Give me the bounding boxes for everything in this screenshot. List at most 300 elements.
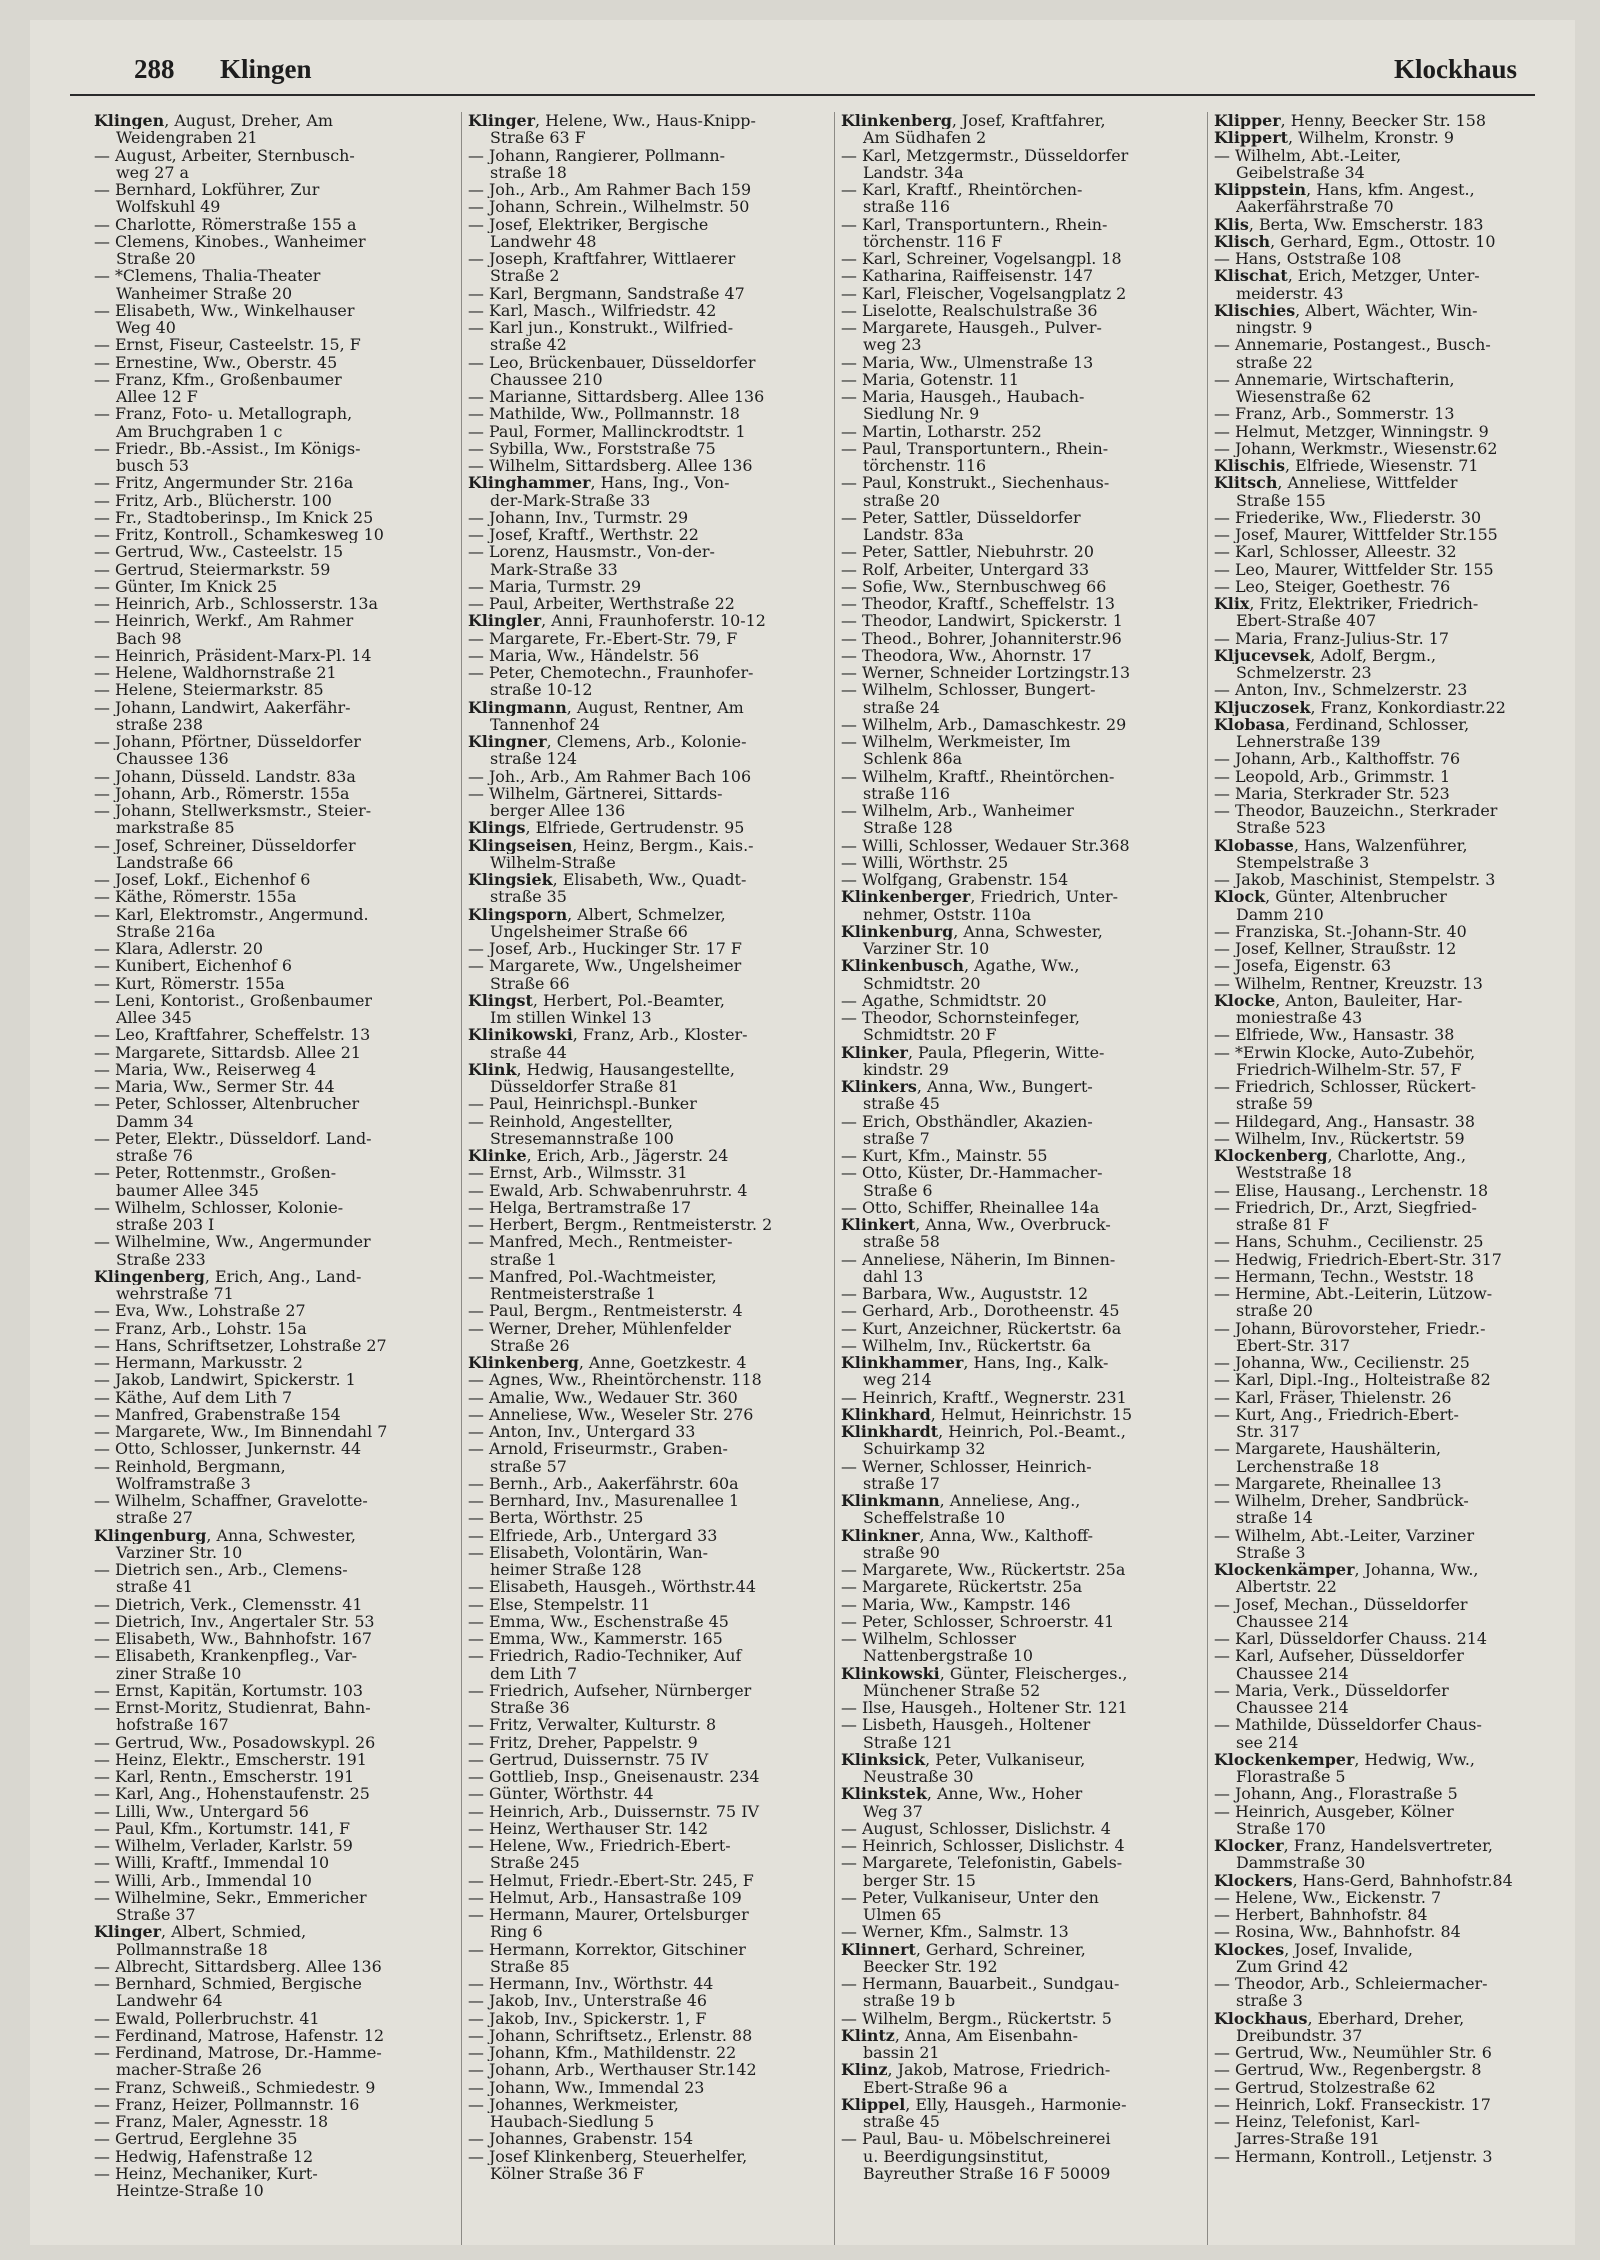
entry-continuation: straße 42 (490, 336, 567, 354)
directory-entry: — Heinrich, Arb., Duissernstr. 75 IV (468, 1802, 759, 1820)
entry-continuation: straße 19 b (863, 1992, 956, 2010)
directory-entry: — Hildegard, Ang., Hansastr. 38 (1214, 1112, 1475, 1130)
directory-entry: — Elisabeth, Ww., Winkelhauser (94, 301, 355, 319)
directory-entry: — Wilhelm, Schlosser (841, 1630, 1017, 1648)
entry-continuation: straße 76 (116, 1147, 193, 1165)
directory-entry: — Heinrich, Kraftf., Wegnerstr. 231 (841, 1388, 1127, 1406)
entry-continuation: straße 22 (1236, 353, 1313, 371)
directory-entry: — Günter, Wörthstr. 44 (468, 1785, 654, 1803)
directory-entry: — Wilhelm, Werkmeister, Im (841, 733, 1071, 751)
directory-entry: — Fritz, Arb., Blücherstr. 100 (94, 491, 332, 509)
directory-entry: Klinkhardt, Heinrich, Pol.-Beamt., (841, 1423, 1126, 1441)
header-last-entry: Klockhaus (1393, 54, 1517, 84)
directory-entry: — Karl, Aufseher, Düsseldorfer (1214, 1647, 1464, 1665)
directory-entry: — Friedrich, Radio-Techniker, Auf (468, 1647, 742, 1665)
directory-entry: Klocker, Franz, Handelsvertreter, (1214, 1837, 1493, 1855)
directory-entry: Klinkenberg, Anne, Goetzkestr. 4 (468, 1354, 747, 1372)
directory-entry: Klingen, August, Dreher, Am (94, 112, 333, 130)
entry-continuation: Weststraße 18 (1236, 1164, 1352, 1182)
entry-continuation: straße 45 (863, 2113, 940, 2131)
page-number: 288 (134, 54, 175, 84)
entry-continuation: Dreibundstr. 37 (1236, 2026, 1363, 2044)
directory-entry: — Margarete, Ww., Im Binnendahl 7 (94, 1423, 388, 1441)
directory-entry: — Heinz, Werthauser Str. 142 (468, 1819, 709, 1837)
directory-entry: — Hermine, Abt.-Leiterin, Lützow- (1214, 1285, 1493, 1303)
entry-continuation: Landstr. 34a (863, 163, 964, 181)
directory-entry: — Hans, Schriftsetzer, Lohstraße 27 (94, 1336, 387, 1354)
entry-continuation: Wolframstraße 3 (116, 1474, 251, 1492)
entry-continuation: straße 10-12 (490, 681, 593, 699)
directory-entry: — Franz, Kfm., Großenbaumer (94, 370, 342, 388)
directory-entry: — Johannes, Grabenstr. 154 (468, 2130, 694, 2148)
directory-entry: — Heinrich, Lokf. Franseckistr. 17 (1214, 2095, 1491, 2113)
directory-entry: Klock, Günter, Altenbrucher (1214, 888, 1447, 906)
directory-entry: Klingseisen, Heinz, Bergm., Kais.- (468, 836, 754, 854)
entry-continuation: Mark-Straße 33 (490, 560, 618, 578)
directory-entry: — Wilhelmine, Sekr., Emmericher (94, 1888, 367, 1906)
entry-continuation: weg 23 (863, 336, 922, 354)
directory-entry: — Heinz, Mechaniker, Kurt- (94, 2164, 318, 2182)
entry-continuation: straße 3 (1236, 1992, 1303, 2010)
directory-entry: Klinkmann, Anneliese, Ang., (841, 1492, 1081, 1510)
directory-entry: Klinz, Jakob, Matrose, Friedrich- (841, 2061, 1111, 2079)
directory-entry: — Johann, Ang., Florastraße 5 (1214, 1785, 1458, 1803)
directory-entry: — Annemarie, Postangest., Busch- (1214, 336, 1491, 354)
entry-continuation: Schlenk 86a (863, 750, 963, 768)
surname: Klinger (94, 1923, 162, 1941)
entry-continuation: Straße 63 F (490, 129, 586, 147)
entry-continuation: Pollmannstraße 18 (116, 1940, 268, 1958)
entry-continuation: Dammstraße 30 (1236, 1854, 1366, 1872)
directory-entry: — Manfred, Mech., Rentmeister- (468, 1233, 733, 1251)
header-first-entry: Klingen (220, 54, 312, 84)
surname: Klinnert (841, 1940, 916, 1958)
surname: Klingner (468, 733, 547, 751)
directory-entry: Klocke, Anton, Bauleiter, Har- (1214, 991, 1463, 1009)
surname: Klingen (94, 112, 165, 130)
surname: Klink (468, 1060, 517, 1078)
directory-entry: Klinkers, Anna, Ww., Bungert- (841, 1078, 1093, 1096)
surname: Klingsiek (468, 871, 553, 889)
directory-entry: — Josef, Kraftf., Werthstr. 22 (468, 526, 699, 544)
directory-entry: — Ewald, Pollerbruchstr. 41 (94, 2009, 320, 2027)
directory-entry: — Willi, Schlosser, Wedauer Str.368 (841, 836, 1130, 854)
entry-continuation: straße 20 (863, 491, 940, 509)
directory-entry: — Peter, Elektr., Düsseldorf. Land- (94, 1129, 372, 1147)
entry-continuation: straße 7 (863, 1129, 930, 1147)
column-3 (834, 112, 1207, 2245)
directory-entry: — Karl, Elektromstr., Angermund. (94, 905, 369, 923)
entry-continuation: straße 41 (116, 1578, 193, 1596)
directory-entry: — Maria, Ww., Reiserweg 4 (94, 1060, 317, 1078)
entry-continuation: Aakerfährstraße 70 (1236, 198, 1394, 216)
entry-continuation: Ungelsheimer Straße 66 (490, 922, 688, 940)
entry-continuation: Straße 216a (116, 922, 216, 940)
directory-entry: — Karl, Metzgermstr., Düsseldorfer (841, 146, 1129, 164)
directory-entry: — Ilse, Hausgeh., Holtener Str. 121 (841, 1699, 1128, 1717)
entry-continuation: markstraße 85 (116, 819, 235, 837)
directory-entry: — Otto, Küster, Dr.-Hammacher- (841, 1164, 1103, 1182)
directory-entry: — Theodor, Landwirt, Spickerstr. 1 (841, 612, 1123, 630)
directory-entry: — Leni, Kontorist., Großenbaumer (94, 991, 372, 1009)
entry-continuation: Florastraße 5 (1236, 1768, 1346, 1786)
surname: Klingseisen (468, 836, 573, 854)
directory-entry: — Wilhelm, Verlader, Karlstr. 59 (94, 1837, 353, 1855)
surname: Kljucevsek (1214, 646, 1311, 664)
entry-continuation: Allee 345 (116, 1009, 192, 1027)
directory-entry: Klinghammer, Hans, Ing., Von- (468, 474, 730, 492)
directory-entry: — Gerhard, Arb., Dorotheenstr. 45 (841, 1302, 1120, 1320)
directory-entry: — Kurt, Römerstr. 155a (94, 974, 285, 992)
entry-continuation: Straße 2 (490, 267, 560, 285)
directory-entry: Klingler, Anni, Fraunhoferstr. 10-12 (468, 612, 766, 630)
entry-continuation: Varziner Str. 10 (863, 940, 990, 958)
entry-continuation: Allee 12 F (116, 388, 198, 406)
directory-entry: — Jakob, Maschinist, Stempelstr. 3 (1214, 871, 1496, 889)
directory-entry: — Margarete, Hausgeh., Pulver- (841, 319, 1102, 337)
directory-entry: — Leo, Steiger, Goethestr. 76 (1214, 577, 1451, 595)
directory-entry: — Wilhelm, Schaffner, Gravelotte- (94, 1492, 368, 1510)
directory-entry: — Maria, Gotenstr. 11 (841, 370, 1019, 388)
entry-continuation: Lehnerstraße 139 (1236, 733, 1381, 751)
directory-entry: — Joh., Arb., Am Rahmer Bach 159 (468, 181, 752, 199)
directory-entry: — Helmut, Arb., Hansastraße 109 (468, 1888, 742, 1906)
directory-entry: Klockenberg, Charlotte, Ang., (1214, 1147, 1466, 1165)
directory-entry: — Hermann, Inv., Wörthstr. 44 (468, 1975, 714, 1993)
directory-entry: — Theodor, Schornsteinfeger, (841, 1009, 1080, 1027)
directory-entry: — Karl, Transportuntern., Rhein- (841, 215, 1108, 233)
directory-entry: — Peter, Vulkaniseur, Unter den (841, 1888, 1099, 1906)
entry-continuation: Chaussee 214 (1236, 1699, 1349, 1717)
surname: Klintz (841, 2026, 895, 2044)
directory-entry: — Gertrud, Ww., Posadowskypl. 26 (94, 1733, 376, 1751)
directory-entry: Klings, Elfriede, Gertrudenstr. 95 (468, 819, 745, 837)
entry-continuation: Ring 6 (490, 1923, 543, 1941)
directory-entry: — Werner, Dreher, Mühlenfelder (468, 1319, 731, 1337)
directory-entry: Klinnert, Gerhard, Schreiner, (841, 1940, 1086, 1958)
directory-entry: — Wilhelm, Schlosser, Kolonie- (94, 1198, 344, 1216)
directory-entry: — Karl, Fleischer, Vogelsangplatz 2 (841, 284, 1127, 302)
directory-entry: — Johann, Düsseld. Landstr. 83a (94, 767, 356, 785)
surname: Klinkenberg (841, 112, 952, 130)
directory-entry: — Johanna, Ww., Cecilienstr. 25 (1214, 1354, 1470, 1372)
entry-continuation: Jarres-Straße 191 (1236, 2130, 1380, 2148)
surname: Klinghammer (468, 474, 591, 492)
entry-continuation: Chaussee 210 (490, 370, 603, 388)
directory-entry: — Wilhelm, Schlosser, Bungert- (841, 681, 1096, 699)
entry-continuation: Neustraße 30 (863, 1768, 974, 1786)
directory-entry: — Johann, Inv., Turmstr. 29 (468, 508, 689, 526)
surname: Klingenberg (94, 1267, 205, 1285)
directory-entry: — Helene, Steiermarkstr. 85 (94, 681, 324, 699)
entry-continuation: Wanheimer Straße 20 (116, 284, 293, 302)
directory-entry: — Elisabeth, Ww., Bahnhofstr. 167 (94, 1630, 372, 1648)
entry-continuation: Kölner Straße 36 F (490, 2164, 645, 2182)
entry-continuation: moniestraße 43 (1236, 1009, 1363, 1027)
directory-entry: — Margarete, Haushälterin, (1214, 1440, 1442, 1458)
directory-entry: — Maria, Ww., Ulmenstraße 13 (841, 353, 1094, 371)
directory-entry: — Peter, Chemotechn., Fraunhofer- (468, 664, 754, 682)
directory-entry: — Manfred, Pol.-Wachtmeister, (468, 1267, 717, 1285)
directory-entry: — Werner, Schlosser, Heinrich- (841, 1457, 1092, 1475)
directory-entry: Klingner, Clemens, Arb., Kolonie- (468, 733, 747, 751)
entry-continuation: Bach 98 (116, 629, 182, 647)
directory-entry: — Heinrich, Werkf., Am Rahmer (94, 612, 354, 630)
directory-entry: Klis, Berta, Ww. Emscherstr. 183 (1214, 215, 1484, 233)
surname: Klipper (1214, 112, 1281, 130)
directory-entry: — Heinrich, Ausgeber, Kölner (1214, 1802, 1454, 1820)
directory-entry: — Paul, Arbeiter, Werthstraße 22 (468, 595, 735, 613)
entry-continuation: Bayreuther Straße 16 F 50009 (863, 2164, 1111, 2182)
directory-entry: — Bernhard, Schmied, Bergische (94, 1975, 362, 1993)
directory-entry: — Hermann, Korrektor, Gitschiner (468, 1940, 746, 1958)
directory-entry: — Franz, Maler, Agnesstr. 18 (94, 2113, 329, 2131)
entry-continuation: u. Beerdigungsinstitut, (863, 2147, 1049, 2165)
surname: Klingst (468, 991, 533, 1009)
entry-continuation: Münchener Straße 52 (863, 1681, 1041, 1699)
entry-continuation: Landstraße 66 (116, 853, 234, 871)
directory-entry: Klinker, Paula, Pflegerin, Witte- (841, 1043, 1105, 1061)
directory-entry: — Johann, Schriftsetz., Erlenstr. 88 (468, 2026, 753, 2044)
entry-continuation: Straße 3 (1236, 1543, 1306, 1561)
directory-entry: — Katharina, Raiffeisenstr. 147 (841, 267, 1094, 285)
directory-entry: — Otto, Schiffer, Rheinallee 14a (841, 1198, 1100, 1216)
entry-continuation: Straße 20 (116, 250, 196, 268)
directory-entry: Klinger, Albert, Schmied, (94, 1923, 307, 1941)
entry-continuation: Str. 317 (1236, 1423, 1300, 1441)
directory-entry: Klinksick, Peter, Vulkaniseur, (841, 1750, 1086, 1768)
directory-entry: Klockhaus, Eberhard, Dreher, (1214, 2009, 1465, 2027)
directory-entry: — Bernh., Arb., Aakerfährstr. 60a (468, 1474, 739, 1492)
directory-entry: Kljuczosek, Franz, Konkordiastr.22 (1214, 698, 1506, 716)
directory-entry: — Karl, Ang., Hohenstaufenstr. 25 (94, 1785, 370, 1803)
entry-continuation: Wolfskuhl 49 (116, 198, 221, 216)
surname: Klinkhammer (841, 1354, 964, 1372)
entry-continuation: straße 45 (863, 1095, 940, 1113)
directory-entry: — Gertrud, Stolzestraße 62 (1214, 2078, 1436, 2096)
entry-continuation: Albertstr. 22 (1236, 1578, 1337, 1596)
surname: Klinger (468, 112, 536, 130)
directory-entry: Klinkner, Anna, Ww., Kalthoff- (841, 1526, 1094, 1544)
surname: Klis (1214, 215, 1249, 233)
directory-entry: — Dietrich, Inv., Angertaler Str. 53 (94, 1612, 375, 1630)
directory-entry: — Theod., Bohrer, Johanniterstr.96 (841, 629, 1122, 647)
directory-entry: — Barbara, Ww., Auguststr. 12 (841, 1285, 1089, 1303)
entry-continuation: straße 27 (116, 1509, 193, 1527)
directory-entry: Klippstein, Hans, kfm. Angest., (1214, 181, 1475, 199)
directory-entry: — Paul, Bau- u. Möbelschreinerei (841, 2130, 1111, 2148)
directory-entry: Klingenburg, Anna, Schwester, (94, 1526, 356, 1544)
directory-entry: Klintz, Anna, Am Eisenbahn- (841, 2026, 1078, 2044)
directory-entry: — Mathilde, Düsseldorfer Chaus- (1214, 1716, 1482, 1734)
directory-entry: — Theodor, Bauzeichn., Sterkrader (1214, 802, 1498, 820)
entry-continuation: Straße 523 (1236, 819, 1326, 837)
directory-entry: — Fritz, Dreher, Pappelstr. 9 (468, 1733, 698, 1751)
entry-continuation: Damm 210 (1236, 905, 1324, 923)
page-header (70, 38, 1535, 96)
entry-continuation: straße 90 (863, 1543, 940, 1561)
directory-entry: — Gertrud, Ww., Casteelstr. 15 (94, 543, 344, 561)
directory-entry: — Herbert, Bahnhofstr. 84 (1214, 1906, 1428, 1924)
directory-entry: Klingsiek, Elisabeth, Ww., Quadt- (468, 871, 747, 889)
directory-entry: — Wilhelm, Bergm., Rückertstr. 5 (841, 2009, 1112, 2027)
surname: Klingsporn (468, 905, 568, 923)
directory-entry: — Joseph, Kraftfahrer, Wittlaerer (468, 250, 736, 268)
directory-entry: — Margarete, Ww., Rückertstr. 25a (841, 1561, 1126, 1579)
directory-entry: — Helmut, Metzger, Winningstr. 9 (1214, 422, 1489, 440)
directory-entry: — Hans, Schuhm., Cecilienstr. 25 (1214, 1233, 1484, 1251)
directory-entry: — Mathilde, Ww., Pollmannstr. 18 (468, 405, 740, 423)
directory-entry: — Leo, Maurer, Wittfelder Str. 155 (1214, 560, 1494, 578)
directory-entry: — Josef, Maurer, Wittfelder Str.155 (1214, 526, 1498, 544)
entry-continuation: Straße 128 (863, 819, 953, 837)
surname: Klix (1214, 595, 1250, 613)
directory-entry: — Karl, Schlosser, Alleestr. 32 (1214, 543, 1457, 561)
directory-entry: — Margarete, Ww., Ungelsheimer (468, 957, 742, 975)
directory-entry: — Johannes, Werkmeister, (468, 2095, 679, 2113)
directory-entry: — Helene, Ww., Friedrich-Ebert- (468, 1837, 731, 1855)
entry-continuation: Heintze-Straße 10 (116, 2182, 264, 2200)
directory-entry: — Manfred, Grabenstraße 154 (94, 1405, 341, 1423)
directory-entry: — Wilhelm, Sittardsberg. Allee 136 (468, 457, 753, 475)
directory-entry: — Elise, Hausang., Lerchenstr. 18 (1214, 1181, 1489, 1199)
surname: Klockes (1214, 1940, 1285, 1958)
directory-entry: — Dietrich sen., Arb., Clemens- (94, 1561, 348, 1579)
entry-continuation: straße 116 (863, 784, 951, 802)
directory-entry: — Heinz, Elektr., Emscherstr. 191 (94, 1750, 367, 1768)
entry-continuation: Straße 121 (863, 1733, 953, 1751)
directory-entry: — Marianne, Sittardsberg. Allee 136 (468, 388, 765, 406)
surname: Klischis (1214, 457, 1286, 475)
directory-entry: — Fritz, Kontroll., Schamkesweg 10 (94, 526, 384, 544)
entry-continuation: Landwehr 64 (116, 1992, 223, 2010)
directory-entry: — Heinz, Telefonist, Karl- (1214, 2113, 1421, 2131)
directory-entry: — Elfriede, Arb., Untergard 33 (468, 1526, 718, 1544)
entry-continuation: Düsseldorfer Straße 81 (490, 1078, 679, 1096)
entry-continuation: dem Lith 7 (490, 1664, 578, 1682)
entry-continuation: Ebert-Straße 407 (1236, 612, 1377, 630)
surname: Klocker (1214, 1837, 1284, 1855)
entry-continuation: weg 27 a (116, 163, 189, 181)
entry-continuation: Weg 40 (116, 319, 176, 337)
directory-entry: — Elisabeth, Hausgeh., Wörthstr.44 (468, 1578, 757, 1596)
surname: Klinkhardt (841, 1423, 939, 1441)
directory-entry: — Jakob, Landwirt, Spickerstr. 1 (94, 1371, 356, 1389)
directory-entry: — Johann, Rangierer, Pollmann- (468, 146, 725, 164)
directory-entry: — Lorenz, Hausmstr., Von-der- (468, 543, 715, 561)
entry-continuation: Schmidtstr. 20 F (863, 1026, 997, 1044)
directory-entry: Klitsch, Anneliese, Wittfelder (1214, 474, 1458, 492)
surname: Klingler (468, 612, 542, 630)
directory-entry: — Else, Stempelstr. 11 (468, 1595, 651, 1613)
directory-entry: — Margarete, Rückertstr. 25a (841, 1578, 1083, 1596)
surname: Klinkenberg (468, 1354, 579, 1372)
entry-continuation: straße 203 I (116, 1216, 215, 1234)
directory-entry: — Karl, Düsseldorfer Chauss. 214 (1214, 1630, 1487, 1648)
entry-continuation: Straße 26 (490, 1336, 570, 1354)
directory-entry: — Paul, Konstrukt., Siechenhaus- (841, 474, 1110, 492)
directory-entry: — Peter, Rottenmstr., Großen- (94, 1164, 337, 1182)
entry-continuation: baumer Allee 345 (116, 1181, 259, 1199)
entry-continuation: Straße 37 (116, 1906, 196, 1924)
directory-entry: Klingmann, August, Rentner, Am (468, 698, 744, 716)
entry-continuation: Straße 85 (490, 1957, 570, 1975)
directory-entry: — Gertrud, Ww., Neumühler Str. 6 (1214, 2044, 1492, 2062)
directory-entry: — Anton, Inv., Untergard 33 (468, 1423, 696, 1441)
surname: Klockenkemper (1214, 1750, 1355, 1768)
surname: Klippstein (1214, 181, 1307, 199)
directory-entry: — Franz, Foto- u. Metallograph, (94, 405, 353, 423)
surname: Klock (1214, 888, 1266, 906)
surname: Klinikowski (468, 1026, 573, 1044)
directory-entry: — Heinrich, Schlosser, Dislichstr. 4 (841, 1837, 1125, 1855)
directory-entry: — Peter, Sattler, Niebuhrstr. 20 (841, 543, 1094, 561)
columns (88, 112, 1583, 2245)
entry-continuation: Geibelstraße 34 (1236, 163, 1365, 181)
directory-entry: — Fritz, Angermunder Str. 216a (94, 474, 354, 492)
directory-entry: — Margarete, Fr.-Ebert-Str. 79, F (468, 629, 738, 647)
directory-entry: — Reinhold, Bergmann, (94, 1457, 286, 1475)
directory-entry: — Jakob, Inv., Spickerstr. 1, F (468, 2009, 707, 2027)
directory-entry: — Wilhelm, Arb., Wanheimer (841, 802, 1074, 820)
entry-continuation: straße 124 (490, 750, 578, 768)
entry-continuation: straße 35 (490, 888, 567, 906)
directory-entry: — Willi, Wörthstr. 25 (841, 853, 1009, 871)
directory-entry: — Albrecht, Sittardsberg. Allee 136 (94, 1957, 382, 1975)
directory-entry: — Karl, Rentn., Emscherstr. 191 (94, 1768, 355, 1786)
directory-entry: — *Clemens, Thalia-Theater (94, 267, 321, 285)
entry-continuation: törchenstr. 116 (863, 457, 987, 475)
surname: Klinkhard (841, 1405, 931, 1423)
directory-entry: Klinger, Helene, Ww., Haus-Knipp- (468, 112, 756, 130)
directory-entry: — Rosina, Ww., Bahnhofstr. 84 (1214, 1923, 1461, 1941)
directory-entry: — Johann, Arb., Kalthoffstr. 76 (1214, 750, 1461, 768)
surname: Klinz (841, 2061, 888, 2079)
entry-continuation: Chaussee 136 (116, 750, 229, 768)
entry-continuation: Weidengraben 21 (116, 129, 258, 147)
directory-entry: Klingsporn, Albert, Schmelzer, (468, 905, 726, 923)
directory-entry: — Martin, Lotharstr. 252 (841, 422, 1042, 440)
directory-entry: Klippert, Wilhelm, Kronstr. 9 (1214, 129, 1455, 147)
directory-entry: — Kurt, Kfm., Mainstr. 55 (841, 1147, 1048, 1165)
directory-entry: Klinkenbusch, Agathe, Ww., (841, 957, 1080, 975)
directory-entry: — Josef, Lokf., Eichenhof 6 (94, 871, 311, 889)
entry-continuation: Chaussee 214 (1236, 1612, 1349, 1630)
surname: Klinker (841, 1043, 908, 1061)
entry-continuation: straße 20 (1236, 1302, 1313, 1320)
directory-entry: — Emma, Ww., Eschenstraße 45 (468, 1612, 729, 1630)
directory-entry: — Friedrich, Dr., Arzt, Siegfried- (1214, 1198, 1477, 1216)
entry-continuation: straße 57 (490, 1457, 567, 1475)
entry-continuation: Schmelzerstr. 23 (1236, 664, 1372, 682)
directory-entry: Klischat, Erich, Metzger, Unter- (1214, 267, 1480, 285)
directory-entry: Klingst, Herbert, Pol.-Beamter, (468, 991, 725, 1009)
directory-entry: — Klara, Adlerstr. 20 (94, 940, 263, 958)
entry-continuation: Straße 6 (863, 1181, 933, 1199)
directory-entry: — Paul, Kfm., Kortumstr. 141, F (94, 1819, 351, 1837)
directory-entry: — Wilhelm, Kraftf., Rheintörchen- (841, 767, 1115, 785)
directory-entry: — Helene, Waldhornstraße 21 (94, 664, 337, 682)
entry-continuation: Siedlung Nr. 9 (863, 405, 980, 423)
surname: Klinkner (841, 1526, 920, 1544)
directory-entry: Klockenkemper, Hedwig, Ww., (1214, 1750, 1475, 1768)
directory-entry: — Emma, Ww., Kammerstr. 165 (468, 1630, 723, 1648)
directory-entry: — Fr., Stadtoberinsp., Im Knick 25 (94, 508, 374, 526)
entry-continuation: Rentmeisterstraße 1 (490, 1285, 656, 1303)
surname: Kljuczosek (1214, 698, 1311, 716)
directory-entry: Klink, Hedwig, Hausangestellte, (468, 1060, 735, 1078)
directory-entry: — Wilhelm, Inv., Rückertstr. 6a (841, 1336, 1091, 1354)
